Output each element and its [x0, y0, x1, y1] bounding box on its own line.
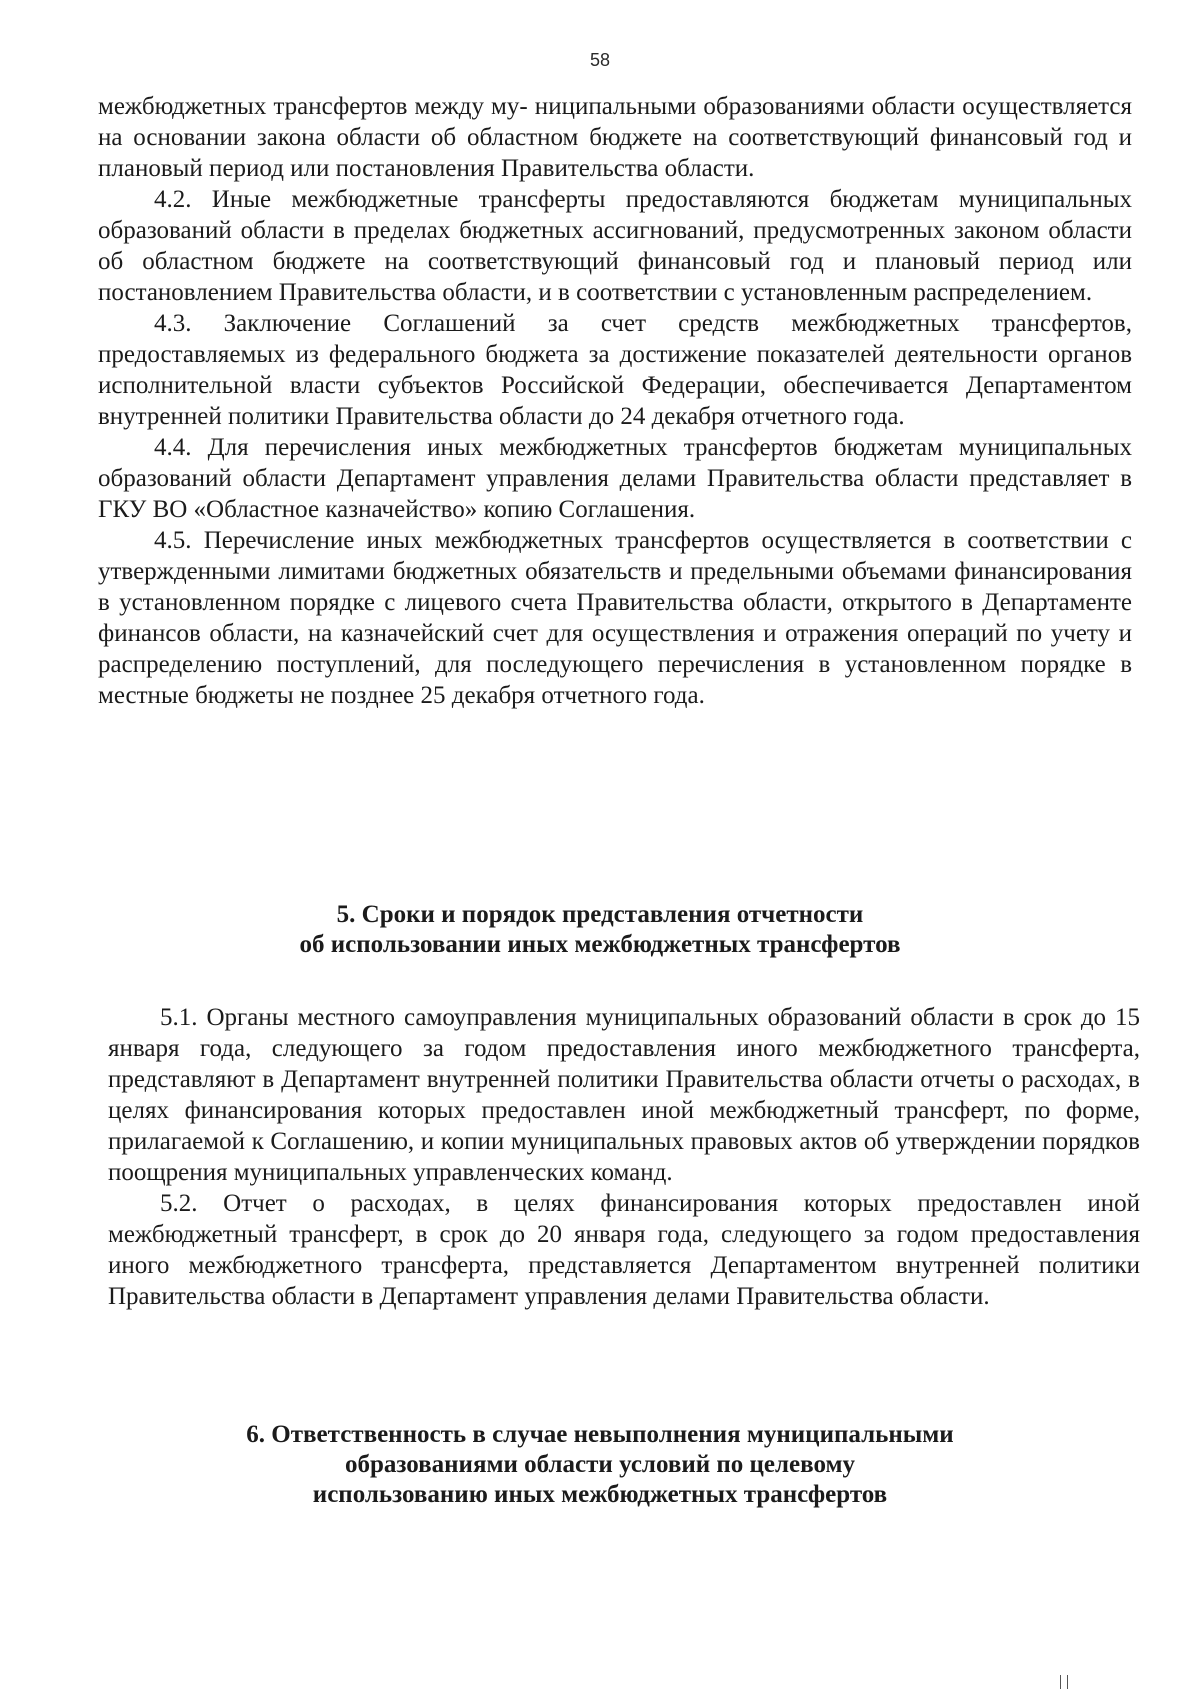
scan-edge-mark	[1060, 1675, 1100, 1697]
paragraph-4-5: 4.5. Перечисление иных межбюджетных трансфертов осуществляется в соответствии с утвержденными лимитами бюджетных обязательств и предельными объемами финансирования в установленном порядке с лицевого счета Правительства области, открытого в Департаменте финансов области, на казначейский счет для осуществления и отражения операций по учету и распределению поступлений, для последующего перечисления в установленном порядке в местные бюджеты не позднее 25 декабря отчетного года.	[98, 527, 1132, 709]
section-5-heading	[0, 900, 1200, 960]
paragraph-5-2: 5.2. Отчет о расходах, в целях финансирования которых предоставлен иной межбюджетный трансферт, в срок до 20 января года, следующего за годом предоставления иного межбюджетного трансферта, представляется Департаментом внутренней политики Правительства области в Департамент управления делами Правительства области.	[108, 1190, 1140, 1310]
section-6-heading-line-3: использованию иных межбюджетных трансфертов	[312, 1481, 888, 1508]
section-5-body	[108, 1002, 1140, 1312]
paragraph-intro: межбюджетных трансфертов между му- ниципальными образованиями области осуществляется на основании закона области об областном бюджете на соответствующий финансовый год и плановый период или постановления Правительства области.	[98, 93, 1132, 182]
paragraph-4-3: 4.3. Заключение Соглашений за счет средств межбюджетных трансфертов, предоставляемых из федерального бюджета за достижение показателей деятельности органов исполнительной власти субъектов Российской Федерации, обеспечивается Департаментом внутренней политики Правительства области до 24 декабря отчетного года.	[98, 310, 1132, 430]
section-4-body	[98, 91, 1132, 711]
section-6-heading	[0, 1420, 1200, 1510]
section-5-heading-line-1: 5. Сроки и порядок представления отчетности	[336, 901, 864, 928]
section-6-heading-line-2: образованиями области условий по целевому	[344, 1451, 856, 1478]
section-5-heading-line-2: об использовании иных межбюджетных трансфертов	[299, 931, 901, 958]
section-6-heading-line-1: 6. Ответственность в случае невыполнения муниципальными	[246, 1421, 954, 1448]
paragraph-5-1: 5.1. Органы местного самоуправления муниципальных образований области в срок до 15 января года, следующего за годом предоставления иного межбюджетного трансферта, представляют в Департамент внутренней политики Правительства области отчеты о расходах, в целях финансирования которых предоставлен иной межбюджетный трансферт, по форме, прилагаемой к Соглашению, и копии муниципальных правовых актов об утверждении порядков поощрения муниципальных управленческих команд.	[108, 1004, 1140, 1186]
paragraph-4-4: 4.4. Для перечисления иных межбюджетных трансфертов бюджетам муниципальных образований области Департамент управления делами Правительства области представляет в ГКУ ВО «Областное казначейство» копию Соглашения.	[98, 434, 1132, 523]
paragraph-4-2: 4.2. Иные межбюджетные трансферты предоставляются бюджетам муниципальных образований области в пределах бюджетных ассигнований, предусмотренных законом области об областном бюджете на соответствующий финансовый год и плановый период или постановлением Правительства области, и в соответствии с установленным распределением.	[98, 186, 1132, 306]
page-number: 58	[589, 50, 611, 70]
